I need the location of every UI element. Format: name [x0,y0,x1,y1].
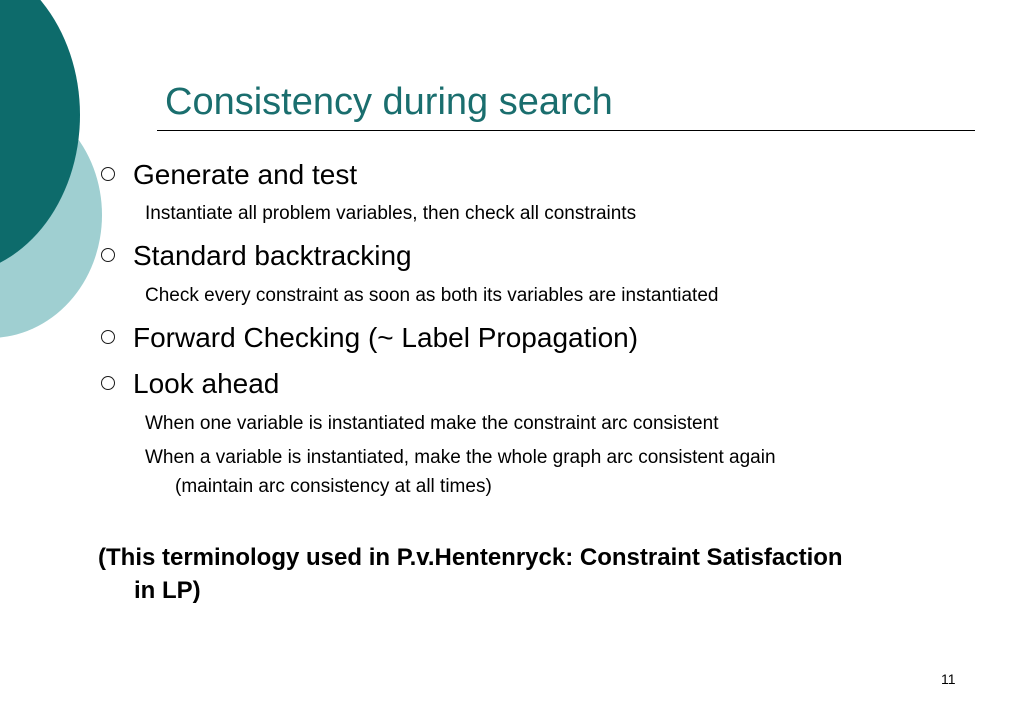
sub-bullet-continuation: (maintain arc consistency at all times) [175,476,492,497]
bullet-text: Standard backtracking [133,240,412,271]
bullet-text: Forward Checking (~ Label Propagation) [133,322,639,353]
sub-bullet: When a variable is instantiated, make the whole graph arc consistent again [145,447,776,468]
hollow-circle-bullet-icon [101,248,115,262]
sub-bullet: Check every constraint as soon as both its variables are instantiated [145,285,719,306]
terminology-note: (This terminology used in P.v.Hentenryck: Constraint Satisfaction [98,544,843,571]
terminology-note-continuation: in LP) [134,577,201,604]
sub-bullet: Instantiate all problem variables, then check all constraints [145,203,637,224]
hollow-circle-bullet-icon [101,167,115,181]
hollow-circle-bullet-icon [101,330,115,344]
title-underline [157,130,975,131]
slide-title: Consistency during search [165,81,613,123]
page-number: 11 [941,671,956,687]
bullet-text: Look ahead [133,368,280,399]
hollow-circle-bullet-icon [101,376,115,390]
decorative-circles [0,0,110,345]
sub-bullet: When one variable is instantiated make the constraint arc consistent [145,413,719,434]
bullet-text: Generate and test [133,159,358,190]
